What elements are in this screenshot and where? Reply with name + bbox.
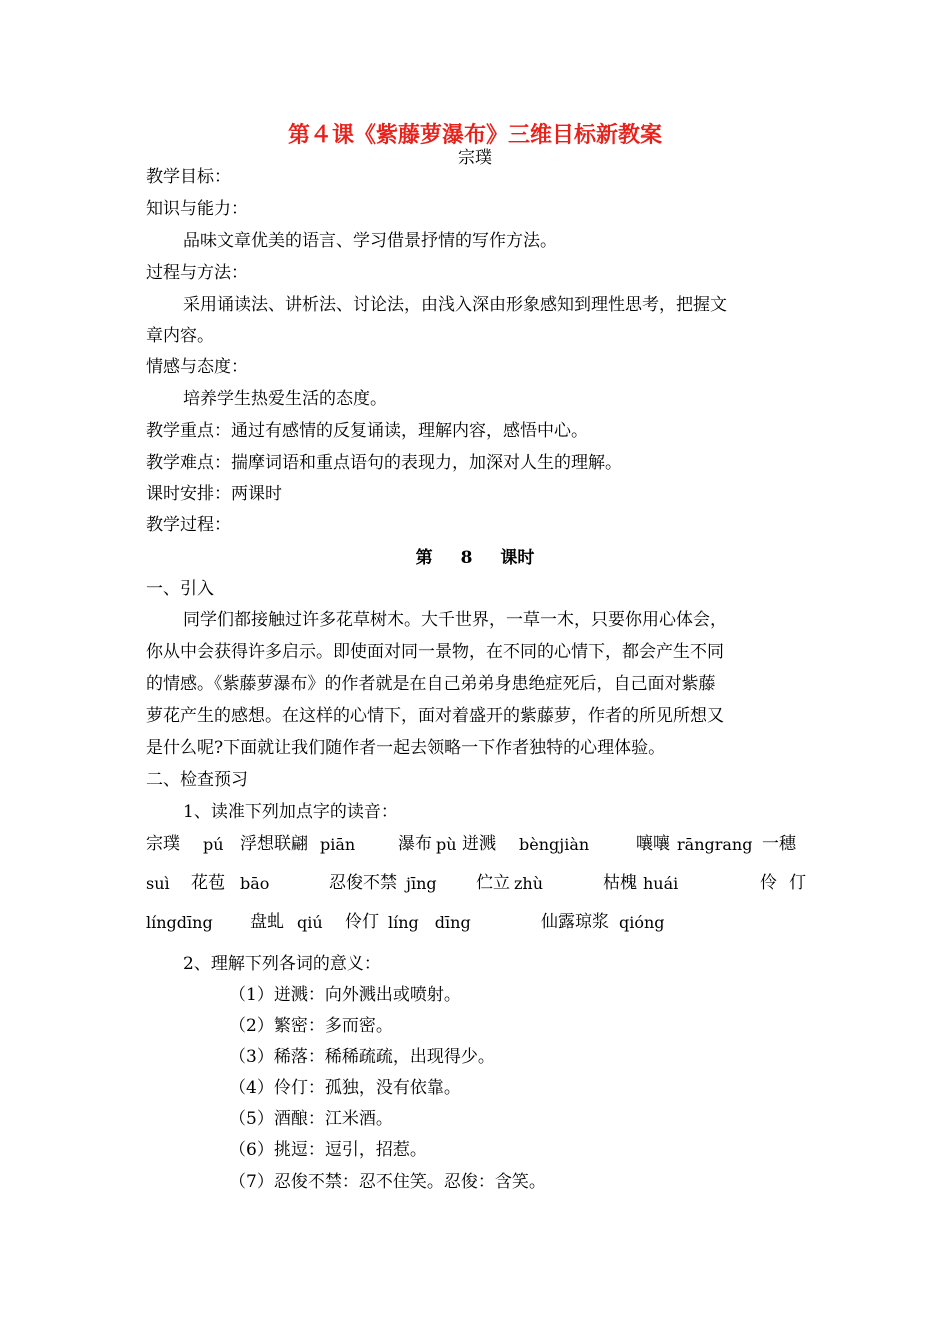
emotion-text: 培养学生热爱生活的态度。 xyxy=(183,389,387,409)
intro-line: 同学们都接触过许多花草树木。大千世界，一草一木，只要你用心体会， xyxy=(183,610,727,630)
pinyin-reading: pù xyxy=(436,835,457,854)
reading-task: 1、读准下列加点字的读音： xyxy=(183,802,398,822)
pinyin-reading: piān xyxy=(320,835,356,854)
lesson-heading-part: 第 xyxy=(415,548,433,568)
process-text-line: 采用诵读法、讲析法、讨论法，由浅入深由形象感知到理性思考，把握文 xyxy=(183,295,727,315)
intro-line: 的情感。《紫藤萝瀑布》的作者就是在自己弟弟身患绝症死后，自己面对紫藤 xyxy=(146,674,716,694)
lesson-heading-part: 8 xyxy=(460,548,473,568)
meaning-item: （1）迸溅：向外溅出或喷射。 xyxy=(229,985,461,1005)
pinyin-reading: bāo xyxy=(240,874,270,893)
pinyin-word: 仙露琼浆 xyxy=(541,912,609,932)
meaning-item: （6）挑逗：逗引，招惹。 xyxy=(229,1140,427,1160)
meaning-item: （2）繁密：多而密。 xyxy=(229,1016,393,1036)
pinyin-word: 一穗 xyxy=(762,834,796,854)
pinyin-word: 嚷嚷 xyxy=(636,834,670,854)
process-heading: 过程与方法： xyxy=(146,263,248,283)
pinyin-word: 伶仃 xyxy=(760,873,818,893)
intro-heading: 一、引入 xyxy=(146,579,214,599)
meaning-item: （7）忍俊不禁：忍不住笑。忍俊：含笑。 xyxy=(229,1172,546,1192)
knowledge-text: 品味文章优美的语言、学习借景抒情的写作方法。 xyxy=(183,231,557,251)
schedule: 课时安排：两课时 xyxy=(146,484,282,504)
pinyin-reading: bèngjiàn xyxy=(519,835,590,854)
preview-heading: 二、检查预习 xyxy=(146,770,248,790)
pinyin-word: 忍俊不禁 xyxy=(329,873,397,893)
knowledge-heading: 知识与能力： xyxy=(146,199,248,219)
pinyin-word: 伫立 xyxy=(476,873,510,893)
author-name: 宗璞 xyxy=(458,148,492,168)
intro-line: 你从中会获得许多启示。即使面对同一景物，在不同的心情下，都会产生不同 xyxy=(146,642,724,662)
meaning-item: （5）酒酿：江米酒。 xyxy=(229,1109,393,1129)
difficulties: 教学难点：揣摩词语和重点语句的表现力，加深对人生的理解。 xyxy=(146,453,622,473)
pinyin-reading: língdīng xyxy=(146,913,213,932)
process-label: 教学过程： xyxy=(146,515,231,535)
document-title: 第４课《紫藤萝瀑布》三维目标新教案 xyxy=(287,122,662,148)
intro-line: 萝花产生的感想。在这样的心情下，面对着盛开的紫藤萝，作者的所见所想又 xyxy=(146,706,724,726)
emotion-heading: 情感与态度： xyxy=(146,357,248,377)
pinyin-word: 迸溅 xyxy=(462,834,496,854)
meaning-item: （4）伶仃：孤独，没有依靠。 xyxy=(229,1078,461,1098)
pinyin-reading: líng dīng xyxy=(388,913,471,932)
pinyin-reading: rāngrang xyxy=(677,835,753,854)
pinyin-reading: suì xyxy=(146,874,170,893)
key-points: 教学重点：通过有感情的反复诵读，理解内容，感悟中心。 xyxy=(146,421,588,441)
pinyin-reading: jīng xyxy=(406,874,437,893)
pinyin-word: 浮想联翩 xyxy=(240,834,308,854)
pinyin-word: 宗璞 xyxy=(146,834,180,854)
pinyin-reading: qiú xyxy=(297,913,323,932)
intro-line: 是什么呢?下面就让我们随作者一起去领略一下作者独特的心理体验。 xyxy=(146,738,666,758)
pinyin-word: 盘虬 xyxy=(250,912,284,932)
pinyin-reading: huái xyxy=(643,874,679,893)
pinyin-word: 瀑布 xyxy=(398,834,432,854)
process-text-line: 章内容。 xyxy=(146,326,214,346)
meaning-item: （3）稀落：稀稀疏疏，出现得少。 xyxy=(229,1047,495,1067)
pinyin-word: 枯槐 xyxy=(603,873,637,893)
lesson-heading xyxy=(0,547,950,569)
lesson-heading-part: 课时 xyxy=(500,548,535,568)
pinyin-reading: zhù xyxy=(514,874,544,893)
pinyin-reading: pú xyxy=(203,835,224,854)
meaning-task: 2、理解下列各词的意义： xyxy=(183,954,381,974)
pinyin-word: 伶仃 xyxy=(345,912,379,932)
pinyin-word: 花苞 xyxy=(191,873,225,893)
pinyin-reading: qióng xyxy=(619,913,665,932)
goals-heading: 教学目标： xyxy=(146,167,231,187)
